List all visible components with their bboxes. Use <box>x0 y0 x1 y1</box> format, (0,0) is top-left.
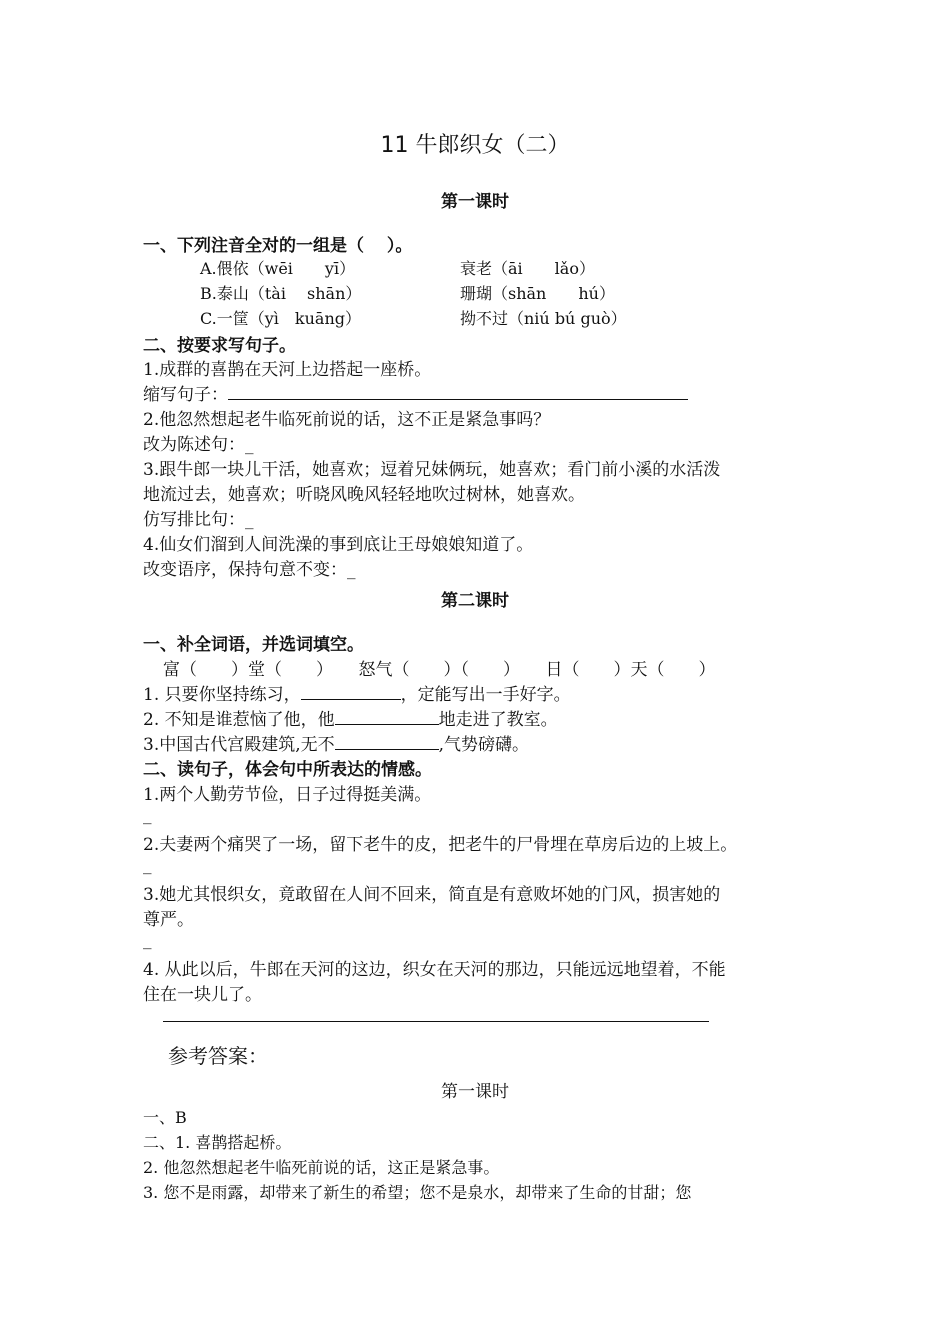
divider <box>163 1021 709 1022</box>
sentence-2: 2.他忽然想起老牛临死前说的话，这不正是紧急事吗？ <box>143 410 551 430</box>
sentence-1: 1.成群的喜鹊在天河上边搭起一座桥。 <box>143 360 432 380</box>
read-sentence-3-cont: 尊严。 <box>143 910 194 930</box>
option-b: B.泰山（tài shān） <box>200 284 362 303</box>
page-title: 11 牛郎织女（二） <box>380 133 570 158</box>
answer-line: 一、B <box>143 1108 187 1127</box>
answer-blank[interactable]: _ <box>143 930 152 950</box>
answers-heading: 参考答案： <box>168 1044 268 1068</box>
lesson2-q1-heading: 一、补全词语，并选词填空。 <box>143 635 364 655</box>
word-order-prompt: 改变语序，保持句意不变：_ <box>143 560 356 580</box>
option-b-2: 珊瑚（shān hú） <box>460 284 615 303</box>
answer-blank[interactable]: _ <box>143 805 152 825</box>
lesson2-q2-heading: 二、读句子，体会句中所表达的情感。 <box>143 760 432 780</box>
answer-line: 2. 他忽然想起老牛临死前说的话，这正是紧急事。 <box>143 1158 500 1177</box>
sentence-3-cont: 地流过去，她喜欢；听晓风晚风轻轻地吹过树林，她喜欢。 <box>143 485 585 505</box>
parallelism-prompt: 仿写排比句：_ <box>143 510 254 530</box>
lesson1-q2-heading: 二、按要求写句子。 <box>143 336 296 356</box>
answer-blank[interactable]: _ <box>143 855 152 875</box>
option-a-2: 衰老（āi lǎo） <box>460 259 595 278</box>
read-sentence-3: 3.她尤其恨织女，竟敢留在人间不回来，简直是有意败坏她的门风，损害她的 <box>143 885 721 905</box>
fill-blank[interactable] <box>335 733 439 750</box>
fill-blank[interactable] <box>335 708 439 725</box>
read-sentence-4: 4. 从此以后，牛郎在天河的这边，织女在天河的那边，只能远远地望着，不能 <box>143 960 726 980</box>
fill-blank[interactable] <box>301 683 401 700</box>
lesson1-q1-heading: 一、下列注音全对的一组是（ ）。 <box>143 236 413 256</box>
answer-blank[interactable] <box>228 383 688 400</box>
answers-lesson-heading: 第一课时 <box>441 1082 509 1102</box>
read-sentence-2: 2.夫妻两个痛哭了一场，留下老牛的皮，把老牛的尸骨埋在草房后边的上坡上。 <box>143 835 738 855</box>
option-a: A.偎依（wēi yī） <box>200 259 356 278</box>
sentence-3: 3.跟牛郎一块儿干活，她喜欢；逗着兄妹俩玩，她喜欢；看门前小溪的水活泼 <box>143 460 721 480</box>
answer-line: 二、1. 喜鹊搭起桥。 <box>143 1133 292 1152</box>
declarative-prompt: 改为陈述句：_ <box>143 435 254 455</box>
answer-line: 3. 您不是雨露，却带来了新生的希望；您不是泉水，却带来了生命的甘甜；您 <box>143 1183 692 1202</box>
condense-prompt: 缩写句子： <box>143 380 688 405</box>
read-sentence-1: 1.两个人勤劳节俭，日子过得挺美满。 <box>143 785 432 805</box>
fill-item-3: 3.中国古代宫殿建筑,无不 ,气势磅礴。 <box>143 735 530 755</box>
option-c-2: 拗不过（niú bú guò） <box>460 309 627 328</box>
sentence-4: 4.仙女们溜到人间洗澡的事到底让王母娘娘知道了。 <box>143 535 534 555</box>
fill-item-2: 2. 不知是谁惹恼了他，他 地走进了教室。 <box>143 710 558 730</box>
read-sentence-4-cont: 住在一块儿了。 <box>143 985 262 1005</box>
lesson2-heading: 第二课时 <box>441 591 509 611</box>
option-c: C.一筐（yì kuāng） <box>200 309 362 328</box>
word-blanks: 富（ ）堂（ ） 怒气（ ）（ ） 日（ ）天（ ） <box>163 660 716 680</box>
fill-item-1: 1. 只要你坚持练习， ，定能写出一手好字。 <box>143 685 571 705</box>
lesson1-heading: 第一课时 <box>441 192 509 212</box>
